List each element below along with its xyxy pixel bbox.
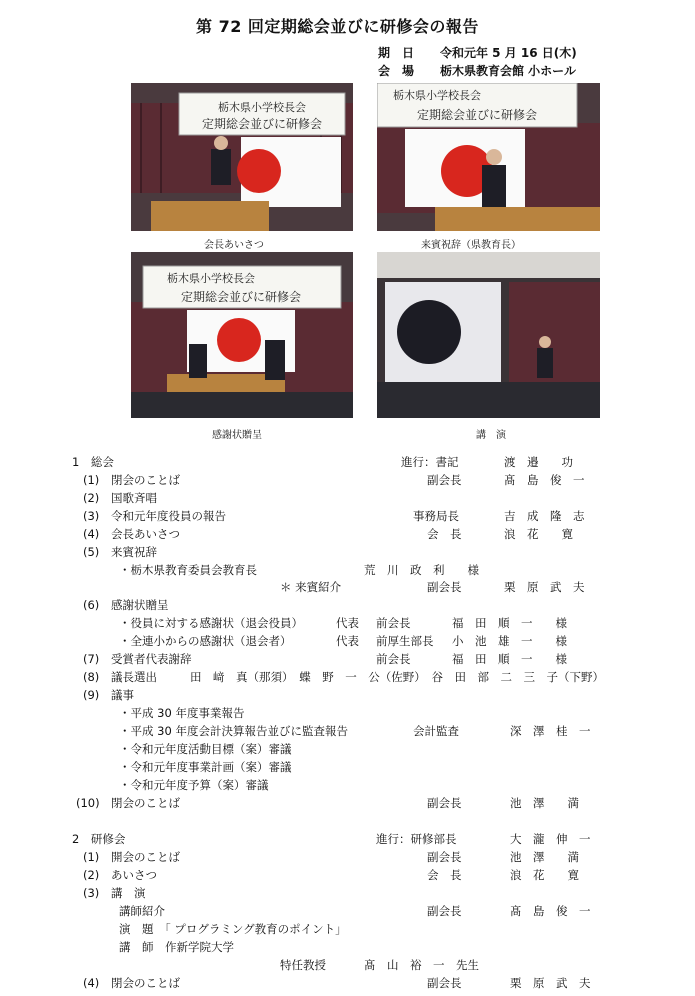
photo-president-greeting	[131, 83, 353, 231]
s2-item4-role: 副会長	[427, 976, 462, 990]
s1-item7-name: 福 田 順 一 様	[452, 652, 567, 666]
s1-item7-num: (7)	[83, 652, 100, 666]
s2-item3-sub1: 講師紹介	[119, 904, 165, 918]
s1-item10-label: 閉会のことば	[111, 796, 180, 810]
section2-heading: 2 研修会	[72, 832, 126, 846]
s2-item2-label: あいさつ	[111, 868, 157, 882]
s1-item1-num: (1)	[83, 473, 100, 487]
caption-award: 感謝状贈呈	[212, 430, 262, 441]
s1-item10-name: 池 澤 満	[510, 796, 579, 810]
s1-item5-sub1-name: 荒 川 政 利 様	[364, 563, 479, 577]
s1-item4-label: 会長あいさつ	[111, 527, 180, 541]
s1-item8-names: 田 﨑 真（那須） 蝶 野 一 公（佐野） 谷 田 部 二 三 子（下野）	[190, 670, 604, 684]
s1-item5-num: (5)	[83, 545, 100, 559]
s2-item3-sub1-name: 髙 島 俊 一	[510, 904, 591, 918]
s1-item9-label: 議事	[111, 688, 134, 702]
s2-item1-label: 開会のことば	[111, 850, 180, 864]
s2-item3-sub4-name: 髙 山 裕 一 先生	[364, 958, 479, 972]
s1-item1-label: 閉会のことば	[111, 473, 180, 487]
s1-item6-sub1-role: 前会長	[376, 616, 411, 630]
s1-item5-sub1: ・栃木県教育委員会教育長	[119, 563, 257, 577]
s1-item9-sub2: ・平成 30 年度会計決算報告並びに監査報告	[119, 724, 348, 738]
s1-item5-label: 来賓祝辞	[111, 545, 157, 559]
s2-item3-sub3: 講 師 作新学院大学	[119, 940, 234, 954]
s1-item3-num: (3)	[83, 509, 100, 523]
date-value: 令和元年 5 月 16 日(木)	[440, 46, 577, 60]
s2-item3-sub2: 演 題 「 プログラミング教育のポイント」	[119, 922, 347, 936]
venue-label: 会 場	[378, 64, 415, 78]
s1-item9-sub1: ・平成 30 年度事業報告	[119, 706, 245, 720]
s2-item2-role: 会 長	[427, 868, 462, 882]
s1-item6-num: (6)	[83, 598, 100, 612]
s2-item2-num: (2)	[83, 868, 100, 882]
s1-item2-label: 国歌斉唱	[111, 491, 157, 505]
s1-item10-role: 副会長	[427, 796, 462, 810]
banner-line1: 栃木県小学校長会	[218, 101, 306, 114]
s1-item5-sub2-role: 副会長	[427, 580, 462, 594]
s1-item9-sub2-role: 会計監査	[413, 724, 459, 738]
s1-item6-sub1: ・役員に対する感謝状（退会役員）	[119, 616, 303, 630]
s1-item3-name: 吉 成 隆 志	[504, 509, 585, 523]
s1-item6-label: 感謝状贈呈	[111, 598, 169, 612]
s1-item6-sub2-role: 前厚生部長	[376, 634, 434, 648]
s1-item4-name: 浪 花 寛	[504, 527, 573, 541]
caption-lecture: 講 演	[476, 430, 506, 441]
s1-item9-sub3: ・令和元年度活動目標（案）審議	[119, 742, 292, 756]
venue-value: 栃木県教育会館 小ホール	[440, 64, 576, 78]
s1-item4-role: 会 長	[427, 527, 462, 541]
section1-lead-name: 渡 邉 功	[504, 455, 573, 469]
s2-item3-label: 講 演	[111, 886, 146, 900]
banner-line1-b: 栃木県小学校長会	[393, 89, 481, 102]
page-title: 第 72 回定期総会並びに研修会の報告	[196, 17, 479, 36]
s1-item6-sub2-rep: 代表	[336, 634, 359, 648]
s2-item1-name: 池 澤 満	[510, 850, 579, 864]
s1-item9-sub4: ・令和元年度事業計画（案）審議	[119, 760, 292, 774]
caption-president: 会長あいさつ	[204, 240, 264, 251]
s1-item6-sub2: ・全連小からの感謝状（退会者）	[119, 634, 292, 648]
s1-item9-sub5: ・令和元年度予算（案）審議	[119, 778, 269, 792]
s1-item1-name: 髙 島 俊 一	[504, 473, 585, 487]
photo-guest-speech	[377, 83, 600, 231]
section1-lead-role: 進行：書記	[401, 455, 459, 469]
s2-item1-num: (1)	[83, 850, 100, 864]
s2-item4-label: 閉会のことば	[111, 976, 180, 990]
banner-line1-c: 栃木県小学校長会	[167, 272, 255, 285]
photo-award	[131, 252, 353, 418]
s2-item3-sub1-role: 副会長	[427, 904, 462, 918]
s2-item1-role: 副会長	[427, 850, 462, 864]
s1-item5-sub2: ＊ 来賓紹介	[280, 580, 342, 594]
photo-lecture	[377, 252, 600, 418]
s2-item4-num: (4)	[83, 976, 100, 990]
section2-lead-role: 進行：研修部長	[376, 832, 457, 846]
banner-line2-b: 定期総会並びに研修会	[416, 108, 538, 122]
s2-item4-name: 栗 原 武 夫	[510, 976, 591, 990]
s2-item3-num: (3)	[83, 886, 100, 900]
s1-item1-role: 副会長	[427, 473, 462, 487]
section2-lead-name: 大 瀧 伸 一	[510, 832, 591, 846]
s1-item3-role: 事務局長	[413, 509, 459, 523]
banner-line2: 定期総会並びに研修会	[201, 117, 323, 131]
s2-item2-name: 浪 花 寛	[510, 868, 579, 882]
s2-item3-sub4-role: 特任教授	[280, 958, 326, 972]
date-label: 期 日	[378, 46, 415, 60]
s1-item6-sub1-rep: 代表	[336, 616, 359, 630]
s1-item6-sub2-name: 小 池 雄 一 様	[452, 634, 567, 648]
s1-item10-num: (10)	[76, 796, 100, 810]
banner-line2-c: 定期総会並びに研修会	[180, 290, 302, 304]
s1-item9-num: (9)	[83, 688, 100, 702]
s1-item5-sub2-name: 栗 原 武 夫	[504, 580, 585, 594]
s1-item6-sub1-name: 福 田 順 一 様	[452, 616, 567, 630]
s1-item2-num: (2)	[83, 491, 100, 505]
section1-heading: 1 総会	[72, 455, 114, 469]
caption-guest: 来賓祝辞（県教育長）	[421, 240, 521, 251]
s1-item9-sub2-name: 深 澤 桂 一	[510, 724, 591, 738]
s1-item4-num: (4)	[83, 527, 100, 541]
s1-item8-label: 議長選出	[111, 670, 157, 684]
s1-item3-label: 令和元年度役員の報告	[111, 509, 226, 523]
s1-item8-num: (8)	[83, 670, 100, 684]
s1-item7-role: 前会長	[376, 652, 411, 666]
s1-item7-label: 受賞者代表謝辞	[111, 652, 192, 666]
